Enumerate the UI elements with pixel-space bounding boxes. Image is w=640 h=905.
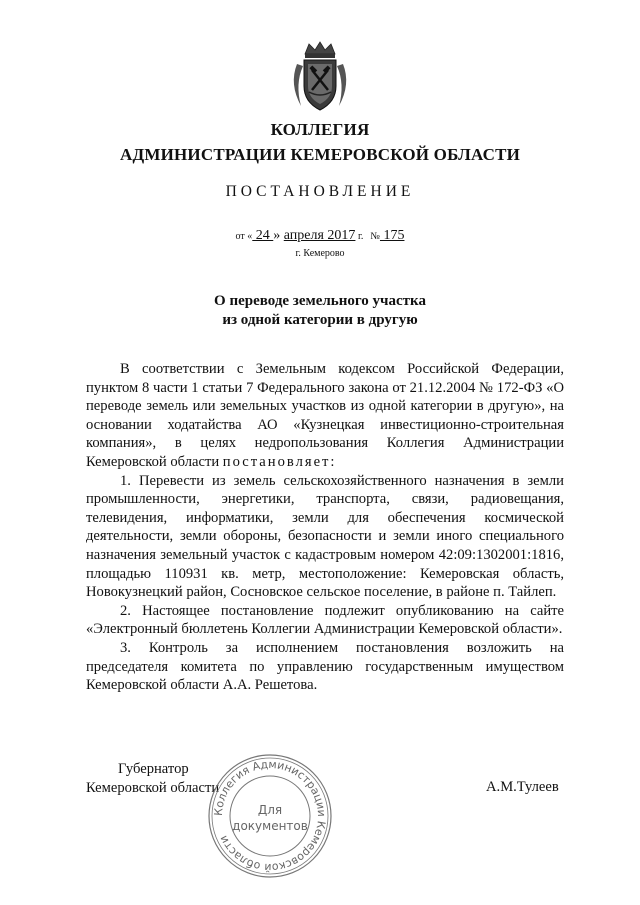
document-body [86,360,564,695]
org-name-line1: КОЛЛЕГИЯ [270,120,370,139]
preamble-text: В соответствии с Земельным кодексом Российской Федерации, пунктом 8 части 1 статьи 7 Федерального закона от 21.12.2004 № 172-ФЗ «О переводе земель или земельных участков из одной категории в другую», на основании ходатайства АО «Кузнецкая инвестиционно-строительная компания», в целях недропользования Коллегия Администрации Кемеровской области [86,361,564,470]
resolution-word: постановляет: [222,453,337,470]
official-stamp [206,752,334,880]
stamp-ring-text: Коллегия Администрации Кемеровской области [211,757,329,875]
document-type: ПОСТАНОВЛЕНИЕ [225,183,415,200]
org-name-line2: АДМИНИСТРАЦИИ КЕМЕРОВСКОЙ ОБЛАСТИ [119,145,521,164]
subject-line1: О переводе земельного участка [214,293,426,309]
date-month-year: апреля 2017 [283,228,356,243]
document-number: 175 [379,228,405,243]
coat-of-arms-icon [287,40,353,114]
stamp-center-line1: Для [257,803,283,817]
paragraph-item-1: 1. Перевести из земель сельскохозяйственного назначения в земли промышленности, энергетики, транспорта, связи, радиовещания, телевидения, информатики, земли для обеспечения космической деятельности, земли обороны, безопасности и земли иного специального назначения земельный участок с кадастровым номером 42:09:1302001:1816, площадью 110931 кв. метр, местоположение: Кемеровская область, Новокузнецкий район, Сосновское сельское поселение, в районе п. Тайлеп. [86,472,564,601]
paragraph-item-2: 2. Настоящее постановление подлежит опубликованию на сайте «Электронный бюллетень Коллегии Администрации Кемеровской области». [86,602,564,638]
signatory-title [86,760,219,798]
paragraph-item-3: 3. Контроль за исполнением постановления возложить на председателя комитета по управлению государственным имуществом Кемеровской области А.А. Решетова. [86,639,564,694]
date-year-suffix: г. [355,231,364,242]
subject-line2: из одной категории в другую [222,312,418,328]
date-mid: » [273,228,284,243]
date-number-line [0,228,640,244]
document-subject [0,292,640,330]
city: г. Кемерово [295,248,345,259]
signatory-name: А.М.Тулеев [486,779,559,795]
stamp-center-line2: документов [232,819,308,833]
date-day: 24 [252,228,274,243]
signatory-title-line2: Кемеровской области [86,780,220,796]
date-prefix: от « [235,231,253,242]
paragraph-preamble [86,360,564,472]
signatory-title-line1: Губернатор [118,761,189,777]
number-label: № [370,231,380,242]
